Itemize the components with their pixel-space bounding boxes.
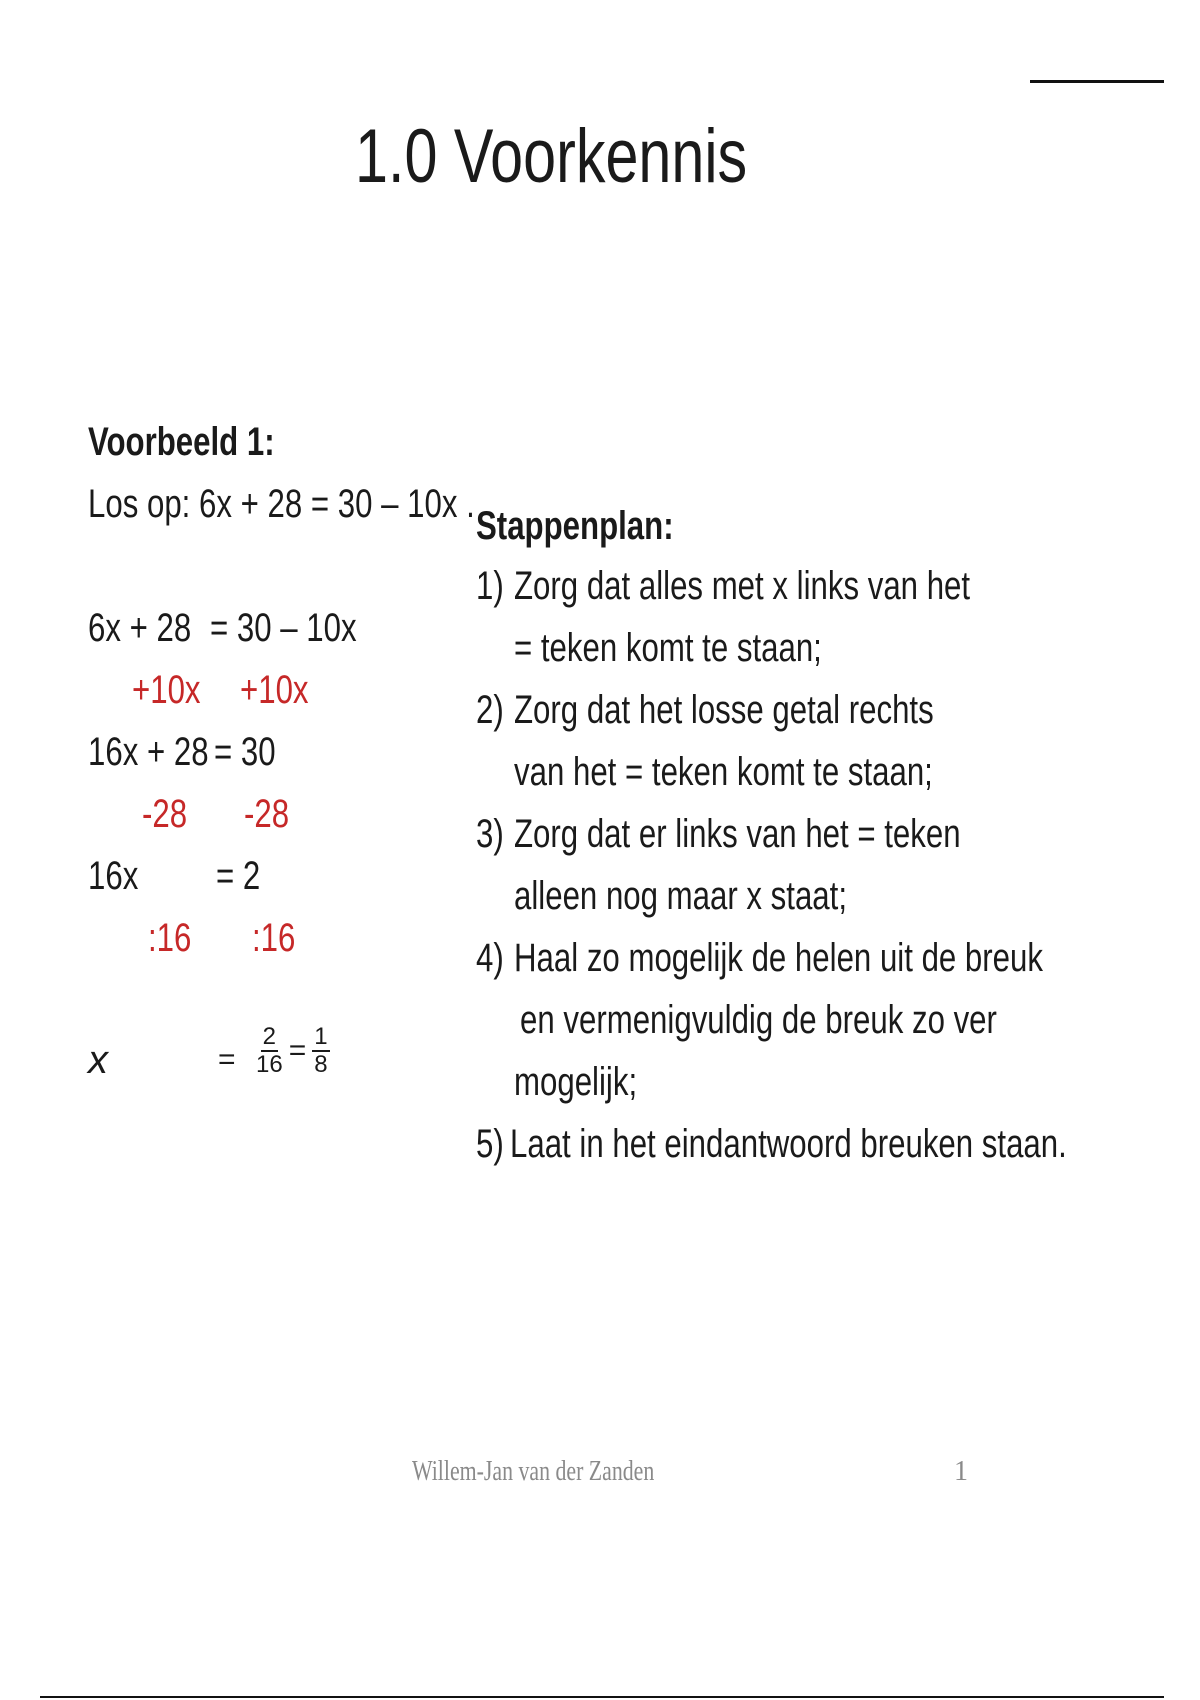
step-1-line-1: Zorg dat alles met x links van het bbox=[514, 564, 971, 608]
result-variable: x bbox=[88, 1038, 108, 1082]
solution-line-2-right: +10x bbox=[240, 668, 309, 712]
fraction-2-numerator: 1 bbox=[314, 1023, 328, 1050]
fraction-1-numerator: 2 bbox=[262, 1023, 277, 1050]
solution-line-1-left: 6x + 28 bbox=[88, 606, 192, 650]
solution-line-4-right: -28 bbox=[244, 792, 290, 836]
solution-line-2-left: +10x bbox=[132, 668, 201, 712]
step-4-line-1: Haal zo mogelijk de helen uit de breuk bbox=[514, 936, 1043, 980]
solution-line-1-right: = 30 – 10x bbox=[210, 606, 357, 650]
step-4-number: 4) bbox=[476, 936, 504, 980]
step-5-line-1: Laat in het eindantwoord breuken staan. bbox=[510, 1122, 1067, 1166]
result-equals: = bbox=[218, 1043, 236, 1076]
solution-line-5-right: = 2 bbox=[216, 854, 261, 898]
example-heading: Voorbeeld 1: bbox=[88, 420, 275, 464]
step-3-number: 3) bbox=[476, 812, 504, 856]
step-1-number: 1) bbox=[476, 564, 504, 608]
page-title: 1.0 Voorkennis bbox=[355, 114, 748, 199]
step-2-number: 2) bbox=[476, 688, 504, 732]
solution-line-6-left: :16 bbox=[148, 916, 192, 960]
result-fractions bbox=[256, 1024, 330, 1078]
fraction-equals: = bbox=[288, 1034, 307, 1067]
footer-page-number: 1 bbox=[954, 1456, 968, 1487]
step-3-line-2: alleen nog maar x staat; bbox=[514, 874, 847, 918]
top-right-rule bbox=[1030, 80, 1164, 83]
fraction-2-denominator: 8 bbox=[314, 1051, 328, 1078]
step-2-line-1: Zorg dat het losse getal rechts bbox=[514, 688, 934, 732]
solution-line-6-right: :16 bbox=[252, 916, 296, 960]
plan-heading: Stappenplan: bbox=[476, 504, 674, 548]
bottom-rule bbox=[40, 1696, 1164, 1698]
fraction-one-eighth bbox=[312, 1024, 329, 1078]
footer-author: Willem-Jan van der Zanden bbox=[412, 1456, 655, 1487]
step-5-number: 5) bbox=[476, 1122, 504, 1166]
step-4-line-2: en vermenigvuldig de breuk zo ver bbox=[520, 998, 997, 1042]
solution-line-3-right: = 30 bbox=[214, 730, 276, 774]
step-2-line-2: van het = teken komt te staan; bbox=[514, 750, 933, 794]
solution-line-3-left: 16x + 28 bbox=[88, 730, 209, 774]
solution-line-4-left: -28 bbox=[142, 792, 188, 836]
step-1-line-2: = teken komt te staan; bbox=[514, 626, 822, 670]
solution-line-5-left: 16x bbox=[88, 854, 139, 898]
fraction-1-denominator: 16 bbox=[256, 1051, 283, 1078]
example-problem: Los op: 6x + 28 = 30 – 10x . bbox=[88, 482, 475, 526]
step-3-line-1: Zorg dat er links van het = teken bbox=[514, 812, 961, 856]
fraction-two-sixteenths bbox=[256, 1024, 283, 1078]
step-4-line-3: mogelijk; bbox=[514, 1060, 638, 1104]
